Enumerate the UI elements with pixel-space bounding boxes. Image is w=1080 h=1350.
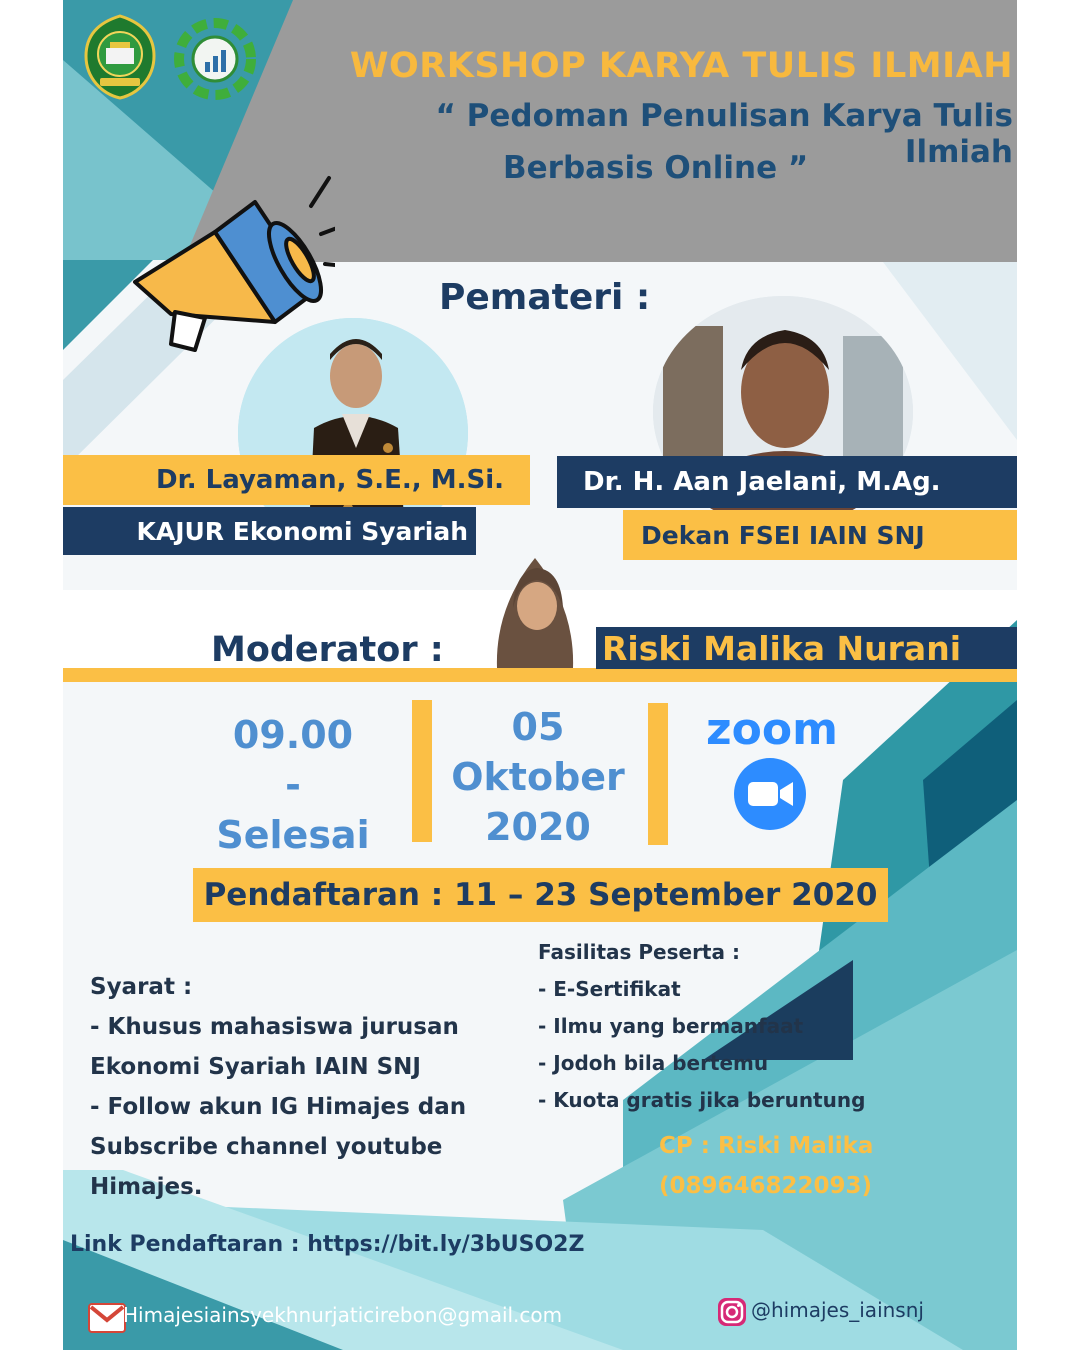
date-day: 05 (511, 705, 565, 749)
event-title: WORKSHOP KARYA TULIS ILMIAH (349, 46, 1013, 86)
moderator-label: Moderator : (211, 630, 444, 670)
moderator-photo (475, 548, 595, 668)
contact-name: CP : Riski Malika (659, 1133, 874, 1159)
moderator-name-bar (596, 627, 1017, 669)
facility-item: - E-Sertifikat (538, 977, 681, 1001)
footer-email[interactable]: Himajesiainsyekhnurjaticirebon@gmail.com (123, 1303, 563, 1327)
speaker-right-role-bar (623, 510, 1017, 560)
instagram-icon (717, 1297, 747, 1327)
gmail-icon (88, 1303, 126, 1333)
moderator-underline (63, 668, 1017, 682)
moderator-name: Riski Malika Nurani (602, 628, 962, 668)
contact-phone: (089646822093) (659, 1173, 873, 1199)
speaker-left-name: Dr. Layaman, S.E., M.Si. (156, 465, 504, 495)
registration-period: Pendaftaran : 11 – 23 September 2020 (203, 877, 878, 913)
requirement-line: Subscribe channel youtube (90, 1134, 443, 1160)
himajes-logo-icon (173, 14, 257, 104)
schedule-date (438, 702, 638, 852)
divider-left (412, 700, 432, 842)
megaphone-icon (115, 172, 335, 352)
speakers-heading: Pemateri : (439, 277, 651, 318)
facility-item: - Ilmu yang bermanfaat (538, 1014, 804, 1038)
speaker-right-name: Dr. H. Aan Jaelani, M.Ag. (583, 467, 941, 497)
university-logo-icon (80, 14, 160, 100)
requirement-line: - Khusus mahasiswa jurusan (90, 1014, 459, 1040)
speaker-left-role: KAJUR Ekonomi Syariah (136, 516, 468, 546)
moderator-avatar-icon (475, 548, 595, 668)
contact (659, 1126, 873, 1206)
requirement-line: Ekonomi Syariah IAIN SNJ (90, 1054, 421, 1080)
zoom-wordmark: zoom (706, 704, 838, 755)
requirements-heading: Syarat : (90, 974, 193, 1000)
speaker-right-name-bar (557, 456, 1017, 508)
registration-link[interactable]: Link Pendaftaran : https://bit.ly/3bUSO2Z (70, 1232, 585, 1257)
event-subtitle-line1: “ Pedoman Penulisan Karya Tulis Ilmiah (435, 98, 1013, 170)
time-start: 09.00 (232, 713, 354, 757)
speaker-left-name-bar (63, 455, 530, 505)
divider-right (648, 703, 668, 845)
requirements (90, 967, 466, 1207)
time-dash: - (285, 763, 301, 807)
speaker-right-role: Dekan FSEI IAIN SNJ (641, 520, 925, 550)
date-year: 2020 (485, 805, 591, 849)
schedule-time (193, 710, 393, 860)
facility-item: - Jodoh bila bertemu (538, 1051, 769, 1075)
requirement-line: Himajes. (90, 1174, 203, 1200)
requirement-line: - Follow akun IG Himajes dan (90, 1094, 467, 1120)
facility-item: - Kuota gratis jika beruntung (538, 1088, 866, 1112)
facilities-heading: Fasilitas Peserta : (538, 940, 740, 964)
date-month: Oktober (451, 755, 625, 799)
poster (63, 0, 1017, 1350)
time-end: Selesai (216, 813, 370, 857)
registration-bar (193, 868, 888, 922)
event-subtitle-line2: Berbasis Online ” (503, 150, 809, 186)
footer-instagram[interactable]: @himajes_iainsnj (751, 1298, 924, 1322)
zoom-camera-icon (733, 757, 807, 831)
speaker-left-role-bar (63, 507, 476, 555)
facilities (538, 934, 865, 1119)
